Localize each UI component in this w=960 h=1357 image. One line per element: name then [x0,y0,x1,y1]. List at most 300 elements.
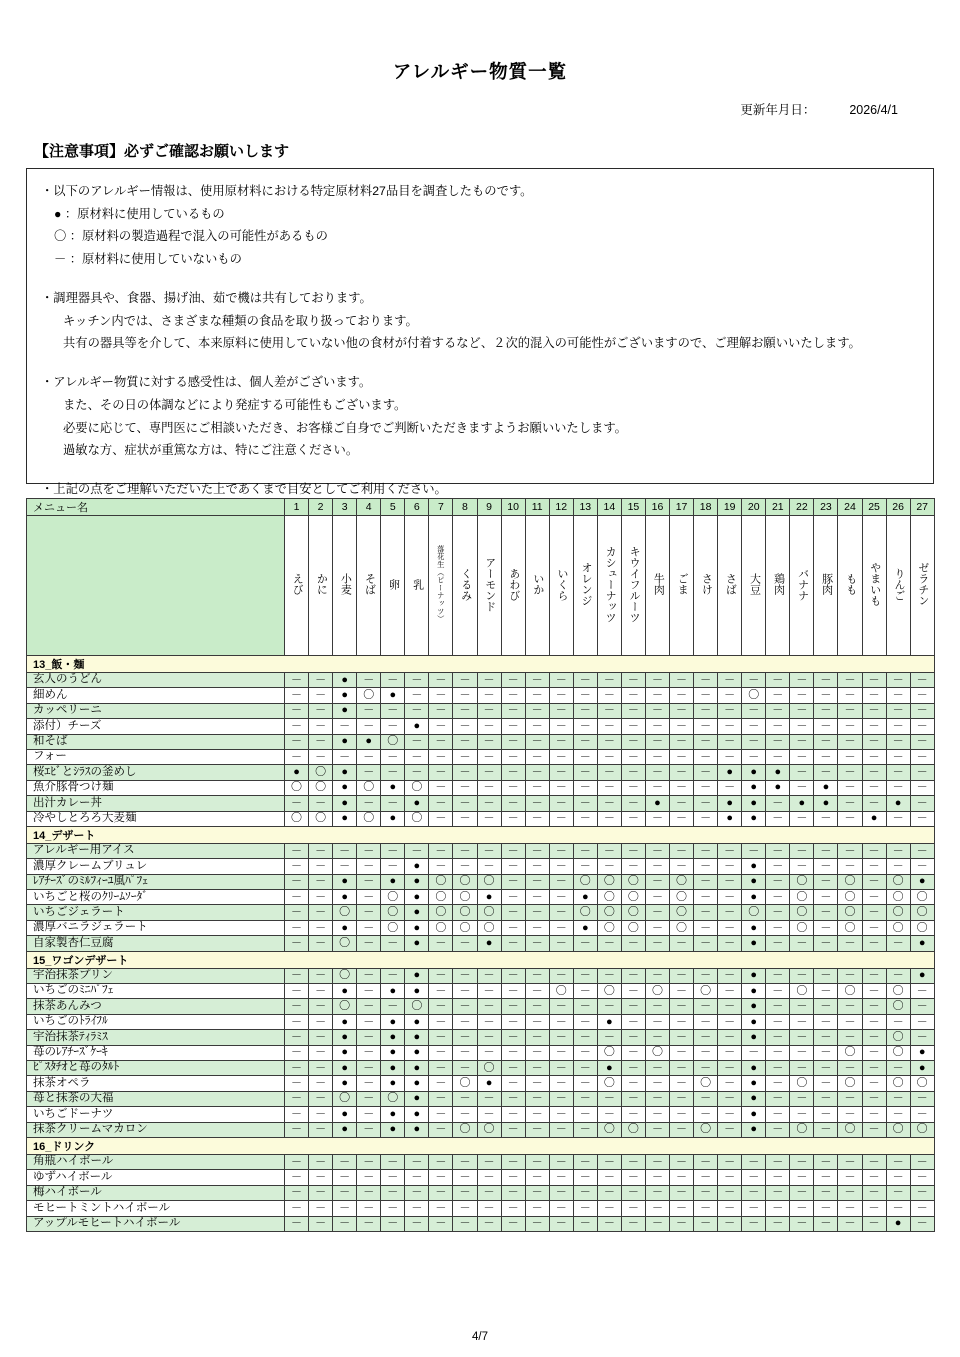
table-row [27,968,935,983]
allergen-mark: － [892,1171,904,1184]
allergen-cell-14 [597,1030,621,1045]
allergen-cell-22 [790,811,814,826]
allergen-mark: － [724,875,736,888]
allergen-number-7: 7 [429,499,453,516]
allergen-cell-3 [333,1122,357,1137]
allergen-mark: ● [341,921,348,934]
allergen-mark: － [507,1000,519,1013]
allergen-cell-2 [309,1014,333,1029]
allergen-cell-9 [477,874,501,889]
allergen-mark: － [820,1092,832,1105]
allergen-mark: － [387,1186,399,1199]
allergen-cell-23 [814,1154,838,1169]
allergen-cell-14 [597,719,621,734]
allergen-cell-25 [862,1216,886,1231]
allergen-cell-10 [501,673,525,688]
allergen-mark: ● [726,796,733,809]
allergen-mark: － [892,735,904,748]
allergen-cell-18 [694,688,718,703]
allergen-cell-5 [381,905,405,920]
allergen-mark: 〇 [459,1077,471,1090]
allergen-cell-21 [766,780,790,795]
allergen-cell-4 [357,1154,381,1169]
allergen-mark: － [651,1186,663,1199]
allergen-cell-15 [621,1091,645,1106]
allergen-mark: － [483,719,495,732]
allergen-mark: 〇 [603,921,615,934]
allergen-mark: － [700,1046,712,1059]
allergen-mark: － [435,1015,447,1028]
allergen-cell-25 [862,920,886,935]
notice-line-6: 共有の器具等を介して、本来原料に使用していない他の食材が付着するなど、２次的混入の可能性がございますので、ご理解お願いいたします。 [63,336,861,351]
allergen-cell-17 [670,890,694,905]
allergen-cell-18 [694,843,718,858]
allergen-cell-24 [838,859,862,874]
allergen-mark: － [315,1015,327,1028]
allergen-mark: 〇 [483,1123,495,1136]
allergen-cell-6 [405,1076,429,1091]
allergen-mark: － [651,1107,663,1120]
allergen-mark: － [844,719,856,732]
allergen-cell-15 [621,780,645,795]
allergen-mark: － [459,812,471,825]
allergen-cell-25 [862,765,886,780]
allergen-mark: － [291,936,303,949]
allergen-cell-11 [525,765,549,780]
allergen-mark: － [363,796,375,809]
allergen-cell-20 [742,1154,766,1169]
allergen-cell-10 [501,874,525,889]
allergen-mark: － [676,1092,688,1105]
allergen-cell-26 [886,1170,910,1185]
allergen-mark: － [387,704,399,717]
allergen-cell-21 [766,1122,790,1137]
allergen-cell-12 [549,859,573,874]
allergen-mark: ● [341,1061,348,1074]
allergen-mark: － [483,1015,495,1028]
allergen-cell-16 [645,905,669,920]
allergen-cell-11 [525,1091,549,1106]
allergen-cell-17 [670,1122,694,1137]
allergen-cell-1 [285,1185,309,1200]
allergen-cell-19 [718,1185,742,1200]
allergen-mark: 〇 [387,1092,399,1105]
allergen-mark: － [916,735,928,748]
allergen-mark: 〇 [651,984,663,997]
allergen-mark: － [435,1201,447,1214]
allergen-cell-16 [645,688,669,703]
allergen-cell-25 [862,890,886,905]
allergen-cell-13 [573,1170,597,1185]
allergen-mark: － [868,1217,880,1230]
allergen-mark: 〇 [363,812,375,825]
allergen-cell-11 [525,1060,549,1075]
allergen-mark: － [339,719,351,732]
allergen-cell-12 [549,1045,573,1060]
allergen-cell-20 [742,1201,766,1216]
allergen-mark: － [748,1171,760,1184]
allergen-cell-24 [838,1216,862,1231]
allergen-mark: ● [389,781,397,794]
allergen-mark: － [651,750,663,763]
allergen-cell-19 [718,874,742,889]
allergen-cell-25 [862,1060,886,1075]
allergen-cell-23 [814,1014,838,1029]
allergen-cell-16 [645,811,669,826]
notice-line-3: － ：原材料に使用していないもの [54,252,242,267]
allergen-mark: － [291,1000,303,1013]
allergen-mark: － [627,936,639,949]
allergen-cell-21 [766,734,790,749]
allergen-mark: － [579,1171,591,1184]
notice-heading: 【注意事項】必ずご確認お願いします [34,143,290,160]
allergen-mark: － [363,766,375,779]
allergen-cell-16 [645,1122,669,1137]
allergen-mark: － [796,1000,808,1013]
allergen-cell-6 [405,688,429,703]
allergen-mark: － [676,1201,688,1214]
allergen-cell-17 [670,1170,694,1185]
allergen-mark: － [916,1201,928,1214]
allergen-cell-8 [453,920,477,935]
allergen-cell-26 [886,1060,910,1075]
allergen-cell-5 [381,1014,405,1029]
allergen-cell-4 [357,968,381,983]
allergen-mark: － [844,781,856,794]
allergen-mark: － [507,1155,519,1168]
allergen-mark: － [700,750,712,763]
allergen-cell-25 [862,734,886,749]
allergen-mark: － [483,844,495,857]
allergen-cell-27 [910,1185,934,1200]
allergen-mark: － [291,844,303,857]
allergen-cell-22 [790,688,814,703]
allergen-mark: 〇 [892,875,904,888]
allergen-number-13: 13 [573,499,597,516]
allergen-cell-26 [886,1216,910,1231]
allergen-mark: － [555,1201,567,1214]
allergen-mark: － [700,735,712,748]
allergen-cell-6 [405,811,429,826]
allergen-mark: － [531,1201,543,1214]
allergen-cell-24 [838,968,862,983]
allergen-mark: － [772,844,784,857]
allergen-mark: － [916,844,928,857]
allergen-mark: － [459,689,471,702]
allergen-cell-1 [285,843,309,858]
allergen-mark: － [820,1000,832,1013]
allergen-cell-5 [381,1216,405,1231]
allergen-mark: － [651,1000,663,1013]
allergen-mark: － [772,906,784,919]
allergen-cell-19 [718,780,742,795]
allergen-mark: － [483,781,495,794]
allergen-cell-7 [429,1216,453,1231]
allergen-cell-1 [285,1091,309,1106]
allergen-cell-19 [718,1216,742,1231]
allergen-cell-25 [862,719,886,734]
allergen-number-12: 12 [549,499,573,516]
allergen-cell-15 [621,1060,645,1075]
allergen-cell-5 [381,890,405,905]
allergen-cell-13 [573,673,597,688]
menu-item-name: 出汁カレー丼 [27,796,285,811]
allergen-mark: － [507,812,519,825]
allergen-cell-2 [309,1154,333,1169]
allergen-mark: － [411,735,423,748]
allergen-mark: － [579,719,591,732]
allergen-mark: － [315,921,327,934]
allergen-cell-4 [357,999,381,1014]
allergen-mark: － [700,1171,712,1184]
allergen-mark: － [339,859,351,872]
table-row [27,874,935,889]
allergen-cell-12 [549,1014,573,1029]
allergen-mark: － [820,1077,832,1090]
allergen-cell-22 [790,749,814,764]
allergen-cell-27 [910,734,934,749]
allergen-cell-1 [285,859,309,874]
allergen-cell-18 [694,719,718,734]
allergen-mark: － [868,969,880,982]
allergen-cell-9 [477,1216,501,1231]
allergen-mark: － [724,1061,736,1074]
allergen-cell-10 [501,1060,525,1075]
allergen-mark: － [603,735,615,748]
allergen-mark: ● [750,859,758,872]
allergen-cell-2 [309,890,333,905]
allergen-mark: － [651,673,663,686]
allergen-mark: ● [606,1061,613,1074]
allergen-cell-12 [549,999,573,1014]
allergen-mark: － [291,1092,303,1105]
allergen-mark: － [700,1186,712,1199]
allergen-mark: 〇 [603,984,615,997]
allergen-mark: － [315,1046,327,1059]
allergen-cell-15 [621,703,645,718]
allergen-cell-19 [718,765,742,780]
notice-line-7: ・アレルギー物質に対する感受性は、個人差がございます。 [41,375,372,390]
allergen-number-9: 9 [477,499,501,516]
allergen-cell-8 [453,719,477,734]
allergen-cell-20 [742,1060,766,1075]
allergen-mark: － [507,984,519,997]
allergen-cell-8 [453,734,477,749]
allergen-cell-13 [573,688,597,703]
allergen-mark: － [387,719,399,732]
allergen-cell-13 [573,968,597,983]
menu-item-name: いちごのﾄﾗｲﾌﾙ [27,1014,285,1029]
allergen-mark: ● [750,1061,758,1074]
allergen-mark: ● [606,1015,613,1028]
allergen-cell-1 [285,1154,309,1169]
allergen-mark: － [700,704,712,717]
allergen-cell-9 [477,703,501,718]
allergen-mark: ● [389,689,397,702]
allergen-mark: － [820,890,832,903]
allergen-cell-26 [886,765,910,780]
allergen-mark: － [724,1015,736,1028]
allergen-mark: － [868,936,880,949]
allergen-number-19: 19 [718,499,742,516]
allergen-label-text: 小麦 [339,573,352,595]
allergen-mark: ● [750,890,758,903]
allergen-mark: 〇 [603,1046,615,1059]
allergen-mark: 〇 [844,1077,856,1090]
allergen-cell-10 [501,1154,525,1169]
allergen-mark: － [459,1217,471,1230]
allergen-mark: － [459,1046,471,1059]
allergen-number-10: 10 [501,499,525,516]
allergen-mark: － [363,1155,375,1168]
allergen-mark: － [483,1217,495,1230]
allergen-label-row [27,516,935,656]
allergen-cell-12 [549,1170,573,1185]
allergen-label-11 [525,516,549,656]
allergen-number-16: 16 [645,499,669,516]
allergen-mark: － [579,1015,591,1028]
allergen-cell-16 [645,1201,669,1216]
allergen-cell-26 [886,999,910,1014]
allergen-cell-23 [814,749,838,764]
allergen-cell-3 [333,734,357,749]
allergen-mark: － [315,704,327,717]
allergen-cell-13 [573,874,597,889]
allergen-table-head [27,499,935,656]
allergen-cell-17 [670,734,694,749]
allergen-cell-20 [742,734,766,749]
allergen-cell-17 [670,796,694,811]
allergen-mark: － [507,796,519,809]
allergen-mark: ● [774,766,782,779]
allergen-mark: ● [750,1092,758,1105]
allergen-mark: － [363,984,375,997]
allergen-mark: － [868,890,880,903]
allergen-label-17 [670,516,694,656]
allergen-cell-1 [285,999,309,1014]
allergen-mark: － [531,735,543,748]
allergen-mark: － [603,1201,615,1214]
allergen-cell-9 [477,811,501,826]
allergen-cell-25 [862,688,886,703]
allergen-mark: － [291,1046,303,1059]
allergen-cell-21 [766,688,790,703]
allergen-cell-2 [309,874,333,889]
allergen-mark: 〇 [483,906,495,919]
allergen-mark: 〇 [844,890,856,903]
allergen-mark: － [651,719,663,732]
allergen-cell-27 [910,749,934,764]
allergen-mark: ● [726,766,733,779]
allergen-mark: － [820,936,832,949]
allergen-mark: － [748,844,760,857]
allergen-cell-16 [645,780,669,795]
allergen-mark: － [531,1030,543,1043]
allergen-mark: － [820,906,832,919]
allergen-cell-15 [621,1185,645,1200]
allergen-mark: － [820,1046,832,1059]
allergen-cell-3 [333,749,357,764]
allergen-mark: － [916,1107,928,1120]
allergen-cell-18 [694,780,718,795]
allergen-mark: ● [774,781,782,794]
allergen-mark: 〇 [363,689,375,702]
allergen-cell-4 [357,874,381,889]
allergen-mark: 〇 [459,906,471,919]
allergen-cell-20 [742,703,766,718]
menu-item-name: 添付）チーズ [27,719,285,734]
allergen-mark: － [459,766,471,779]
allergen-cell-24 [838,1060,862,1075]
allergen-cell-14 [597,1045,621,1060]
allergen-label-9 [477,516,501,656]
allergen-mark: 〇 [339,969,351,982]
allergen-cell-23 [814,734,838,749]
allergen-cell-17 [670,1014,694,1029]
allergen-mark: － [387,750,399,763]
allergen-mark: － [724,735,736,748]
allergen-mark: － [676,844,688,857]
allergen-mark: － [772,859,784,872]
allergen-cell-23 [814,984,838,999]
allergen-mark: － [291,1123,303,1136]
allergen-mark: － [507,936,519,949]
allergen-cell-16 [645,1014,669,1029]
allergen-cell-20 [742,1216,766,1231]
allergen-mark: － [363,750,375,763]
allergen-mark: 〇 [435,890,447,903]
allergen-cell-22 [790,1030,814,1045]
allergen-cell-22 [790,968,814,983]
page-title [26,0,934,84]
allergen-cell-12 [549,843,573,858]
allergen-mark: － [603,1155,615,1168]
allergen-mark: － [555,1092,567,1105]
allergen-mark: － [676,936,688,949]
allergen-mark: ● [341,704,348,717]
allergen-cell-10 [501,890,525,905]
allergen-cell-19 [718,1170,742,1185]
allergen-mark: － [772,812,784,825]
allergen-cell-8 [453,749,477,764]
allergen-mark: ● [341,766,348,779]
allergen-cell-14 [597,905,621,920]
allergen-cell-6 [405,890,429,905]
allergen-mark: － [651,781,663,794]
allergen-cell-6 [405,765,429,780]
allergen-mark: － [603,796,615,809]
allergen-label-text: カシューナッツ [604,545,617,623]
allergen-cell-27 [910,673,934,688]
allergen-mark: － [291,796,303,809]
allergen-cell-4 [357,719,381,734]
allergen-cell-2 [309,811,333,826]
allergen-cell-22 [790,890,814,905]
allergen-cell-6 [405,968,429,983]
allergen-mark: － [724,1030,736,1043]
menu-item-name: 細めん [27,688,285,703]
allergen-mark: － [411,673,423,686]
allergen-mark: － [579,1092,591,1105]
allergen-cell-16 [645,984,669,999]
allergen-mark: ● [413,1092,421,1105]
allergen-cell-24 [838,1154,862,1169]
allergen-cell-16 [645,1076,669,1091]
allergen-mark: 〇 [339,906,351,919]
allergen-cell-17 [670,1216,694,1231]
allergen-mark: － [700,766,712,779]
menu-item-name: 桜ｴﾋﾞとｼﾗｽの釜めし [27,765,285,780]
